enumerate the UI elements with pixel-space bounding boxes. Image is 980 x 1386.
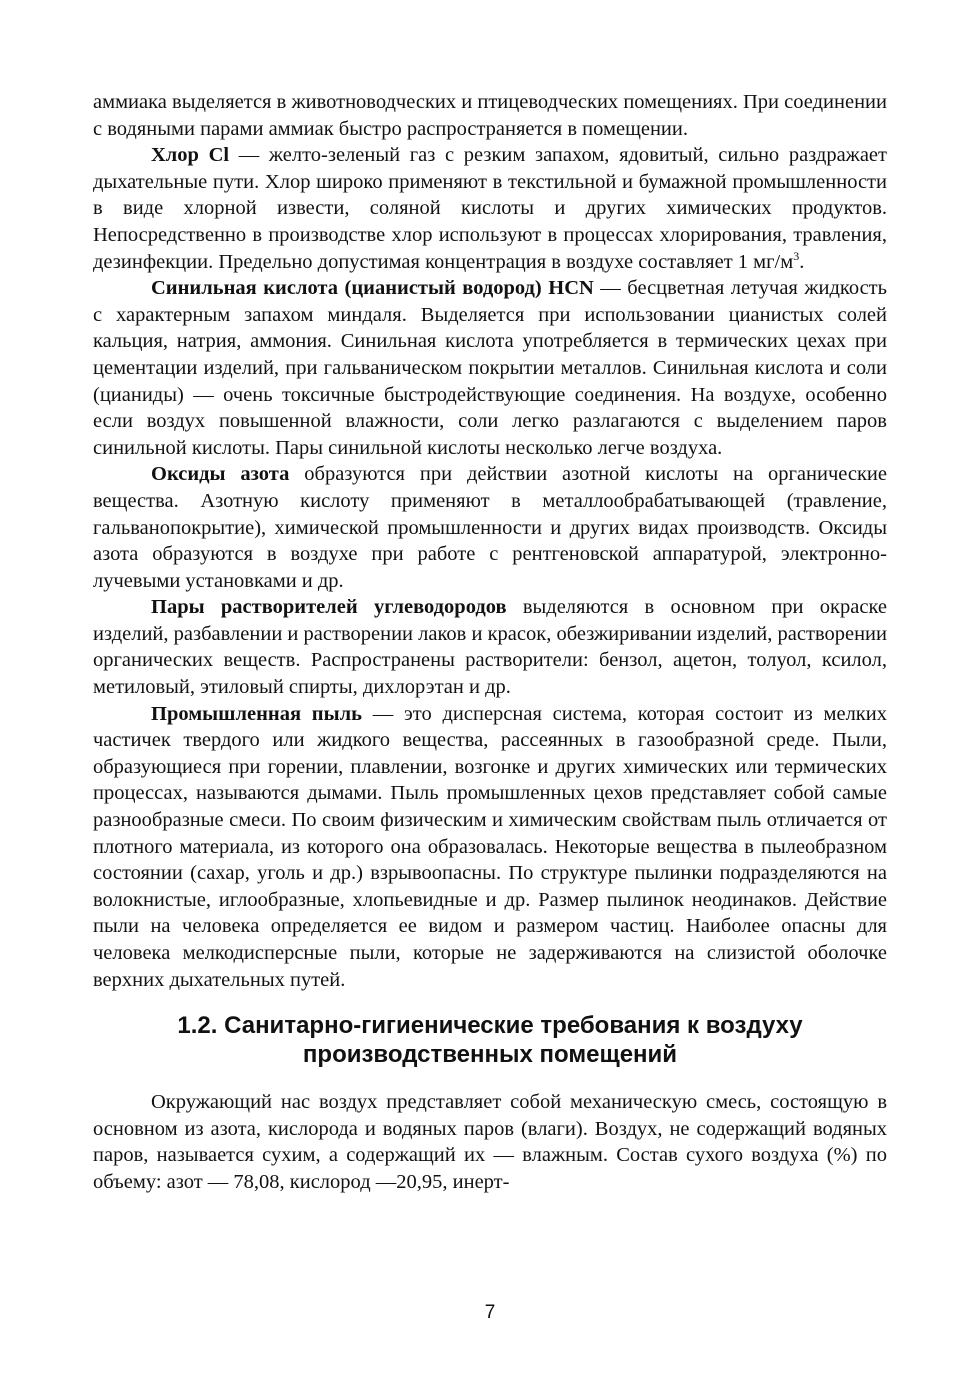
term-chlorine: Хлор Cl: [151, 144, 230, 167]
paragraph-text: Окружающий нас воздух представляет собой механическую смесь, состоящую в основном из азота, кислорода и водяных паров (влаги). Воздух, не содержащий водяных паров, называется сухим, а содержащий их — влажным. Состав сухого воздуха (%) по объему: азот — 78,08, кислород —20,95, инерт-: [93, 1091, 887, 1193]
paragraph-solvent-vapors: [93, 594, 887, 700]
term-industrial-dust: Промышленная пыль: [151, 702, 362, 725]
term-solvent-vapors: Пары растворителей углеводородов: [151, 596, 507, 619]
paragraph-text: — это дисперсная система, которая состоит из мелких частичек твердого или жидкого вещества, рассеянных в газообразной среде. Пыли, образующиеся при горении, плавлении, возгонке и других химических или термических процессах, называются дымами. Пыль промышленных цехов представляет собой самые разнообразные смеси. По своим физическим и химическим свойствам пыль отличается от плотного материала, из которого она образовалась. Некоторые вещества в пылеобразном состоянии (сахар, уголь и др.) взрывоопасны. По структуре пылинки подразделяются на волокнистые, иглообразные, хлопьевидные и др. Размер пылинок неодинаков. Действие пыли на человека определяется ее видом и размером частиц. Наиболее опасны для человека мелкодисперсные пыли, которые не задерживаются на слизистой оболочке верхних дыхательных путей.: [93, 702, 887, 991]
section-heading-line-1: 1.2. Санитарно-гигиенические требования к воздуху: [177, 1012, 803, 1040]
paragraph-text: образуются при действии азотной кислоты на органические вещества. Азотную кислоту применяют в металлообрабатывающей (травление, гальванопокрытие), химической промышленности и других видах производств. Оксиды азота образуются в воздухе при работе с рентгеновской аппаратурой, электронно-лучевыми установками и др.: [93, 463, 888, 592]
paragraph-hydrocyanic-acid: [93, 275, 887, 461]
paragraph-air-composition: [93, 1089, 887, 1195]
paragraph-text: аммиака выделяется в животноводческих и птицеводческих помещениях. При соединении с водяными парами аммиак быстро распространяется в помещении.: [93, 91, 887, 140]
section-heading: [93, 1011, 887, 1069]
paragraph-industrial-dust: [93, 701, 887, 994]
paragraph-text: — бесцветная летучая жидкость с характерным запахом миндаля. Выделяется при использовании цианистых солей кальция, натрия, аммония. Синильная кислота употребляется в термических цехах при цементации изделий, при гальваническом покрытии металлов. Синильная кислота и соли (цианиды) — очень токсичные быстродействующие соединения. На воздухе, особенно если воздух повышенной влажности, соли легко разлагаются с выделением паров синильной кислоты. Пары синильной кислоты несколько легче воздуха.: [93, 277, 887, 459]
document-page: [93, 89, 887, 1196]
superscript-cubic: 3: [793, 248, 800, 263]
paragraph-text: выделяются в основном при окраске изделий, разбавлении и растворении лаков и красок, обезжиривании изделий, растворении органических веществ. Распространены растворители: бензол, ацетон, толуол, ксилол, метиловый, этиловый спирты, дихлорэтан и др.: [93, 596, 887, 699]
paragraph-ammonia-tail: [93, 89, 887, 142]
section-heading-line-2: производственных помещений: [302, 1041, 678, 1069]
paragraph-text-end: .: [799, 250, 805, 273]
paragraph-nitrogen-oxides: [93, 461, 887, 594]
paragraph-chlorine: [93, 142, 887, 275]
term-nitrogen-oxides: Оксиды азота: [151, 463, 290, 486]
paragraph-text: — желто-зеленый газ с резким запахом, ядовитый, сильно раздражает дыхательные пути. Хлор широко применяют в текстильной и бумажной промышленности в виде хлорной извести, соляной кислоты и других химических продуктов. Непосредственно в производстве хлор используют в процессах хлорирования, травления, дезинфекции. Предельно допустимая концентрация в воздухе составляет 1 мг/м: [93, 144, 887, 273]
page-number: 7: [484, 1302, 496, 1323]
term-hydrocyanic-acid: Синильная кислота (цианистый водород) HCN: [151, 277, 594, 300]
